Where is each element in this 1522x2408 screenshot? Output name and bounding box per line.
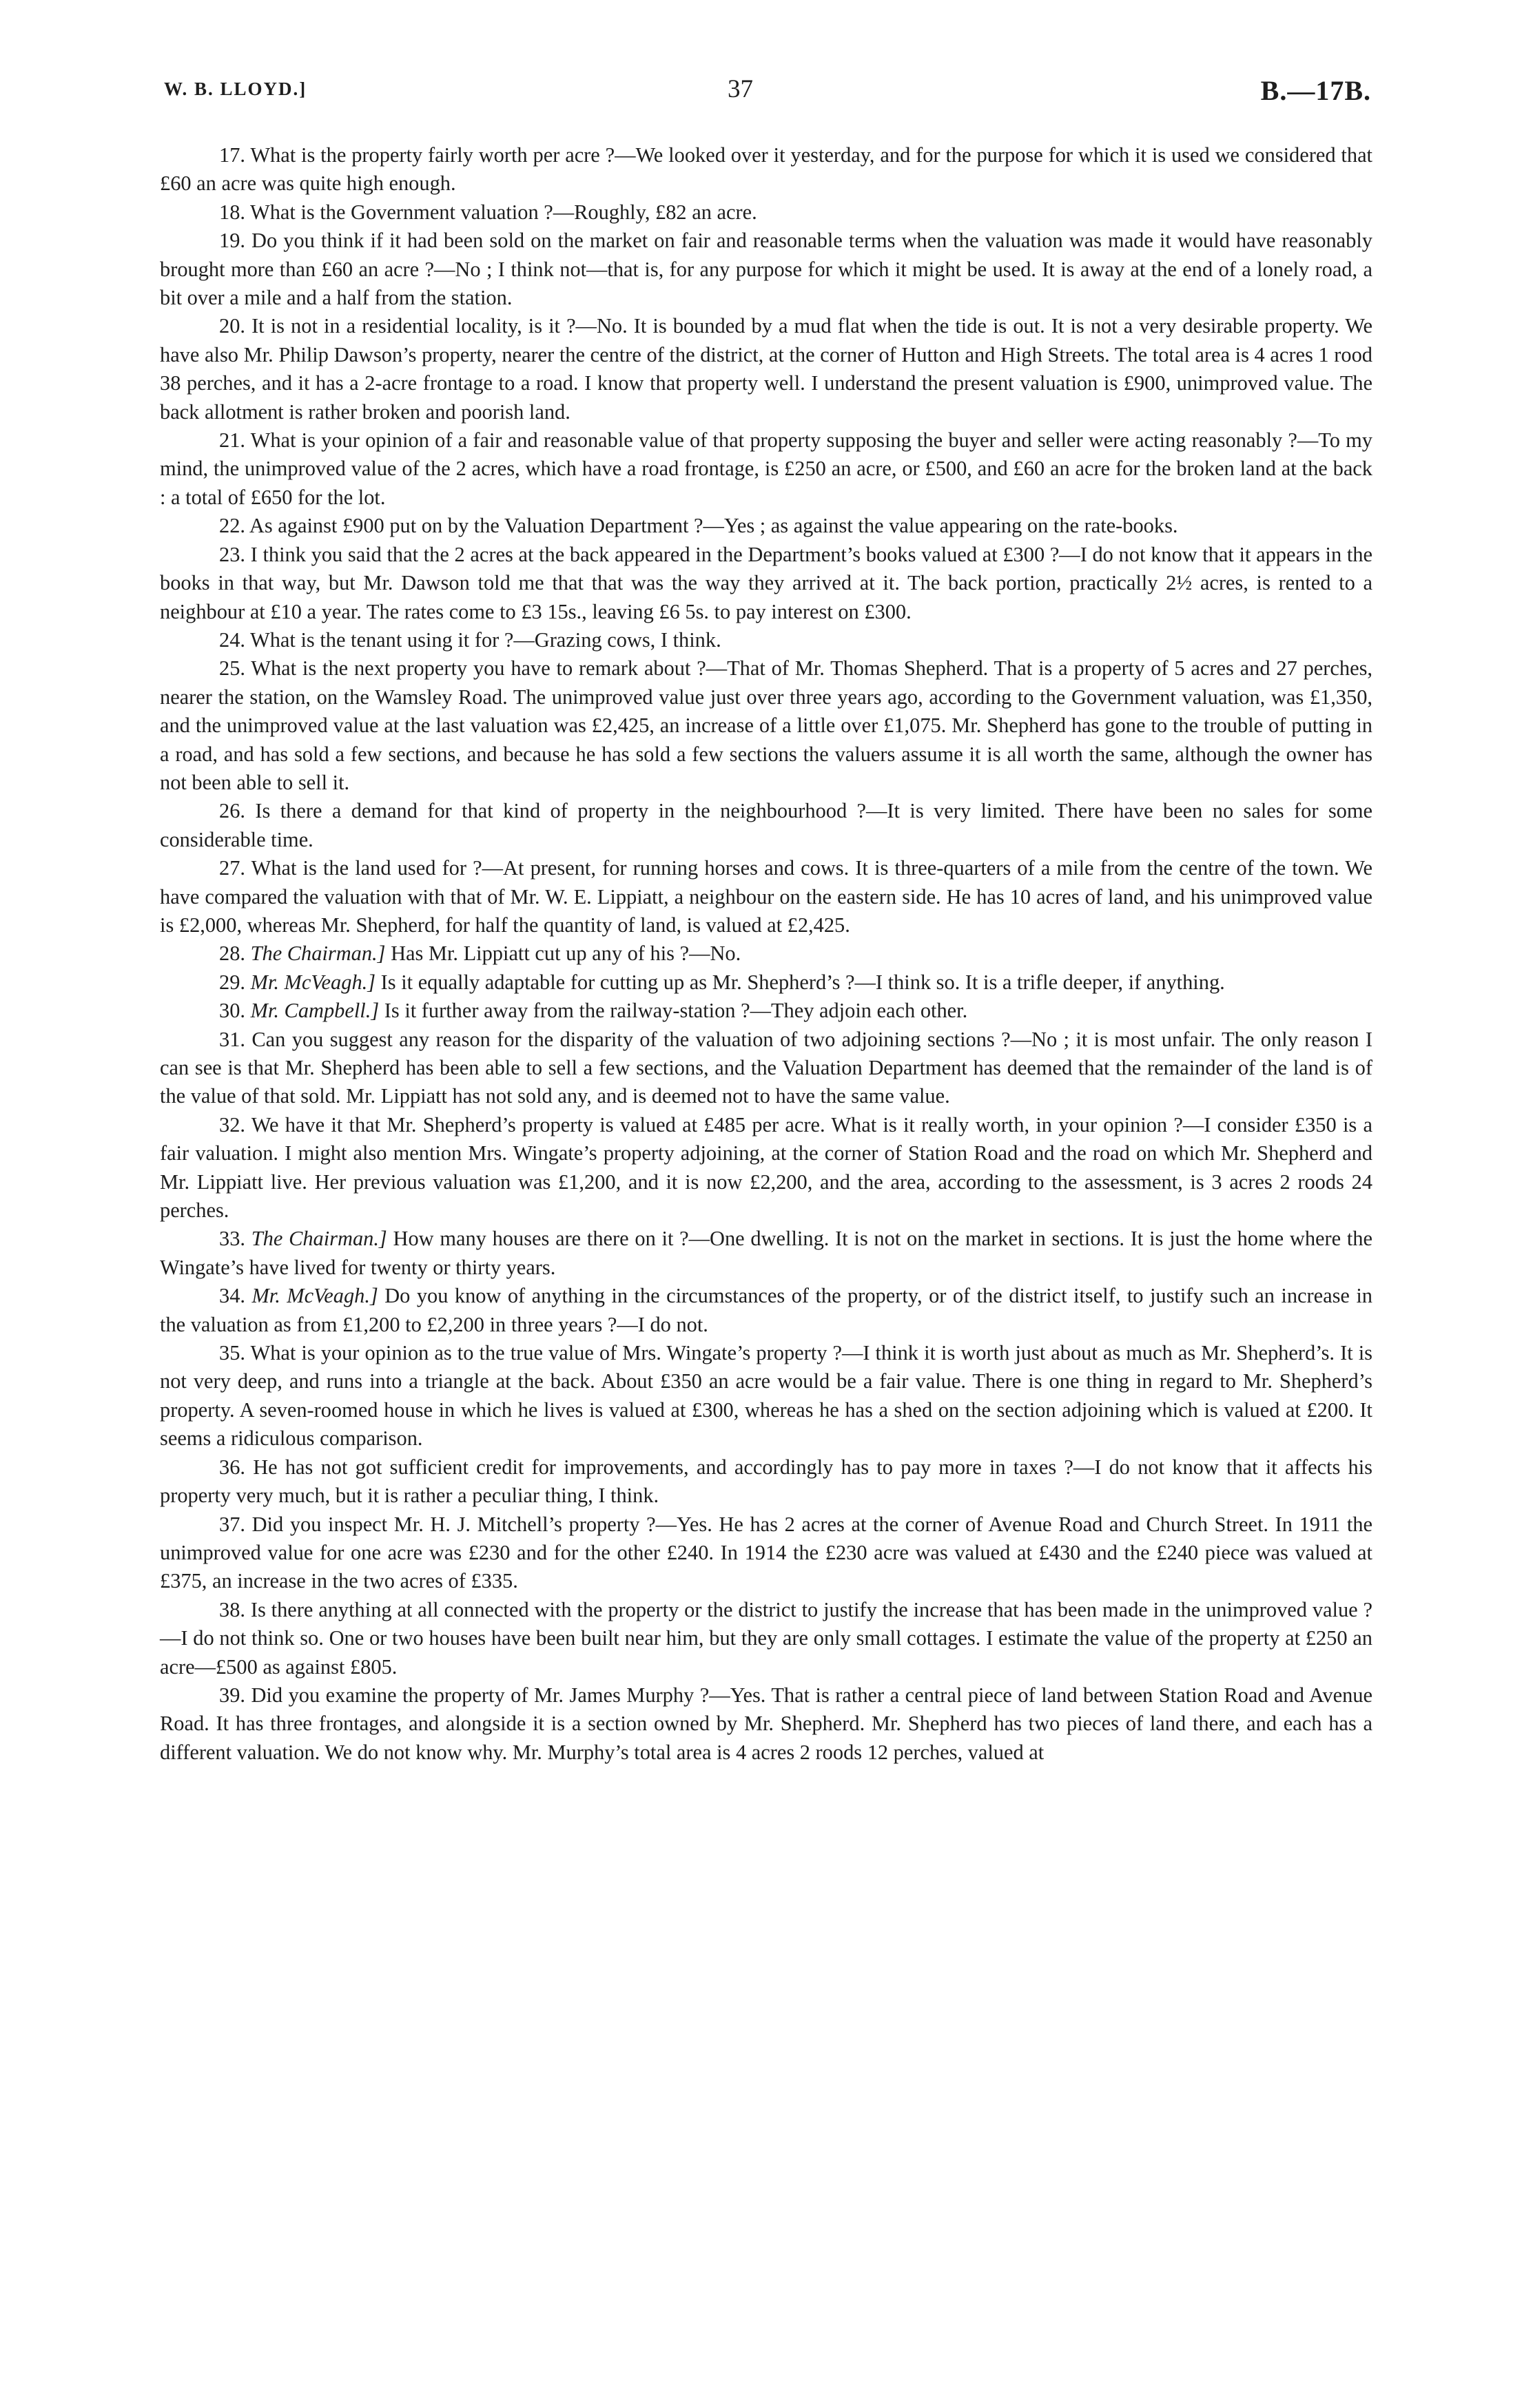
paragraph-q29 <box>160 968 1372 997</box>
question-number: 28. <box>219 942 251 966</box>
paragraph-q38: 38. Is there anything at all connected with the property or the district to justify the increase that has been made in the unimproved value ?—I do not think so. One or two houses have been built near him, but they are only small cottages. I estimate the value of the property at £250 an acre—£500 as against £805. <box>160 1597 1372 1679</box>
question-text: Is it further away from the railway-station ?—They adjoin each other. <box>379 999 968 1023</box>
paragraph-q17: 17. What is the property fairly worth per acre ?—We looked over it yesterday, and for the purpose for which it is used we considered that £60 an acre was quite high enough. <box>160 143 1372 196</box>
question-text: Has Mr. Lippiatt cut up any of his ?—No. <box>385 942 741 966</box>
speaker-name: The Chairman.] <box>251 1227 387 1251</box>
paragraph-q24: 24. What is the tenant using it for ?—Grazing cows, I think. <box>219 627 721 652</box>
page-number: 37 <box>728 75 753 103</box>
witness-name: W. B. LLOYD.] <box>164 79 307 99</box>
speaker-name: Mr. McVeagh.] <box>250 970 376 994</box>
paragraph-q21: 21. What is your opinion of a fair and reasonable value of that property supposing the buyer and seller were acting reasonably ?—To my mind, the unimproved value of the 2 acres, which have a road frontage, is £250 an acre, or £500, and £60 an acre for the broken land at the back : a total of £650 for the lot. <box>160 428 1372 509</box>
question-number: 33. <box>219 1227 251 1251</box>
paragraph-q35: 35. What is your opinion as to the true value of Mrs. Wingate’s property ?—I think it is worth just about as much as Mr. Shepherd’s. It is not very deep, and runs into a triangle at the back. About £350 an acre would be a fair value. There is one thing in regard to Mr. Shepherd’s property. A seven-roomed house in which he lives is valued at £300, whereas he has a shed on the section adjoining which is valued at £200. It seems a ridiculous comparison. <box>160 1341 1372 1451</box>
paragraph-q32: 32. We have it that Mr. Shepherd’s property is valued at £485 per acre. What is it really worth, in your opinion ?—I consider £350 is a fair valuation. I might also mention Mrs. Wingate’s property adjoining, at the corner of Station Road and the road on which Mr. Shepherd and Mr. Lippiatt live. Her previous valuation was £1,200, and it is now £2,200, and the area, according to the assessment, is 3 acres 2 roods 24 perches. <box>160 1112 1372 1223</box>
paragraph-q34 <box>160 1282 1372 1339</box>
paragraph-q20: 20. It is not in a residential locality, is it ?—No. It is bounded by a mud flat when the tide is out. It is not a very desirable property. We have also Mr. Philip Dawson’s property, nearer the centre of the district, at the corner of Hutton and High Streets. The total area is 4 acres 1 rood 38 perches, and it has a 2-acre frontage to a road. I know that property well. I understand the present valuation is £900, unimproved value. The back allotment is rather broken and poorish land. <box>160 314 1372 424</box>
speaker-name: The Chairman.] <box>250 942 386 966</box>
document-reference: B.—17B. <box>1260 75 1371 106</box>
paragraph-q37: 37. Did you inspect Mr. H. J. Mitchell’s property ?—Yes. He has 2 acres at the corner of Avenue Road and Church Street. In 1911 the unimproved value for one acre was £230 and for the other £240. In 1914 the £230 acre was valued at £430 and the £240 piece was valued at £375, an increase in the two acres of £335. <box>160 1512 1372 1593</box>
speaker-name: Mr. Campbell.] <box>250 999 380 1023</box>
paragraph-q33 <box>160 1225 1372 1282</box>
paragraph-q27: 27. What is the land used for ?—At present, for running horses and cows. It is three-quarters of a mile from the centre of the town. We have compared the valuation with that of Mr. W. E. Lippiatt, a neighbour on the eastern side. He has 10 acres of land, and his unimproved value is £2,000, whereas Mr. Shepherd, for half the quantity of land, is valued at £2,425. <box>160 856 1372 937</box>
question-text: Do you know of anything in the circumstances of the property, or of the district itself, to justify such an increase in the valuation as from £1,200 to £2,200 in three years ?—I do not. <box>160 1284 1373 1336</box>
paragraph-q36: 36. He has not got sufficient credit for improvements, and accordingly has to pay more in taxes ?—I do not know that it affects his property very much, but it is rather a peculiar thing, I think. <box>160 1455 1372 1508</box>
question-number: 30. <box>219 999 251 1023</box>
paragraph-q28 <box>160 940 1372 968</box>
paragraph-q22: 22. As against £900 put on by the Valuation Department ?—Yes ; as against the value appearing on the rate-books. <box>219 514 1178 538</box>
evidence-body <box>160 141 1372 1767</box>
question-text: How many houses are there on it ?—One dwelling. It is not on the market in sections. It is just the home where the Wingate’s have lived for twenty or thirty years. <box>160 1227 1372 1279</box>
page-header <box>164 74 1371 116</box>
paragraph-q31: 31. Can you suggest any reason for the disparity of the valuation of two adjoining sections ?—No ; it is most unfair. The only reason I can see is that Mr. Shepherd has been able to sell a few sections, and the Valuation Department has deemed that the remainder of the land is of the value of that sold. Mr. Lippiatt has not sold any, and is deemed not to have the same value. <box>160 1027 1372 1108</box>
paragraph-q23: 23. I think you said that the 2 acres at the back appeared in the Department’s books valued at £300 ?—I do not know that it appears in the books in that way, but Mr. Dawson told me that that was the way they arrived at it. The back portion, practically 2½ acres, is rented to a neighbour at £10 a year. The rates come to £3 15s., leaving £6 5s. to pay interest on £300. <box>160 542 1372 623</box>
paragraph-q26: 26. Is there a demand for that kind of property in the neighbourhood ?—It is very limited. There have been no sales for some considerable time. <box>160 799 1372 851</box>
paragraph-q25: 25. What is the next property you have to remark about ?—That of Mr. Thomas Shepherd. That is a property of 5 acres and 27 perches, nearer the station, on the Wamsley Road. The unimproved value just over three years ago, according to the Government valuation, was £1,350, and the unimproved value at the last valuation was £2,425, an increase of a little over £1,075. Mr. Shepherd has gone to the trouble of putting in a road, and has sold a few sections, and because he has sold a few sections the valuers assume it is all worth the same, although the owner has not been able to sell it. <box>160 656 1372 794</box>
question-number: 34. <box>219 1284 252 1308</box>
question-number: 29. <box>219 970 251 994</box>
paragraph-q30 <box>160 997 1372 1025</box>
speaker-name: Mr. McVeagh.] <box>251 1284 378 1308</box>
question-text: Is it equally adaptable for cutting up as Mr. Shepherd’s ?—I think so. It is a trifle deeper, if anything. <box>376 970 1225 994</box>
paragraph-q19: 19. Do you think if it had been sold on the market on fair and reasonable terms when the valuation was made it would have reasonably brought more than £60 an acre ?—No ; I think not—that is, for any purpose for which it might be used. It is away at the end of a lonely road, a bit over a mile and a half from the station. <box>160 229 1372 310</box>
paragraph-q18: 18. What is the Government valuation ?—Roughly, £82 an acre. <box>219 200 757 224</box>
paragraph-q39: 39. Did you examine the property of Mr. James Murphy ?—Yes. That is rather a central piece of land between Station Road and Avenue Road. It has three frontages, and alongside it is a section owned by Mr. Shepherd. Mr. Shepherd has two pieces of land there, and each has a different valuation. We do not know why. Mr. Murphy’s total area is 4 acres 2 roods 12 perches, valued at <box>160 1683 1372 1764</box>
